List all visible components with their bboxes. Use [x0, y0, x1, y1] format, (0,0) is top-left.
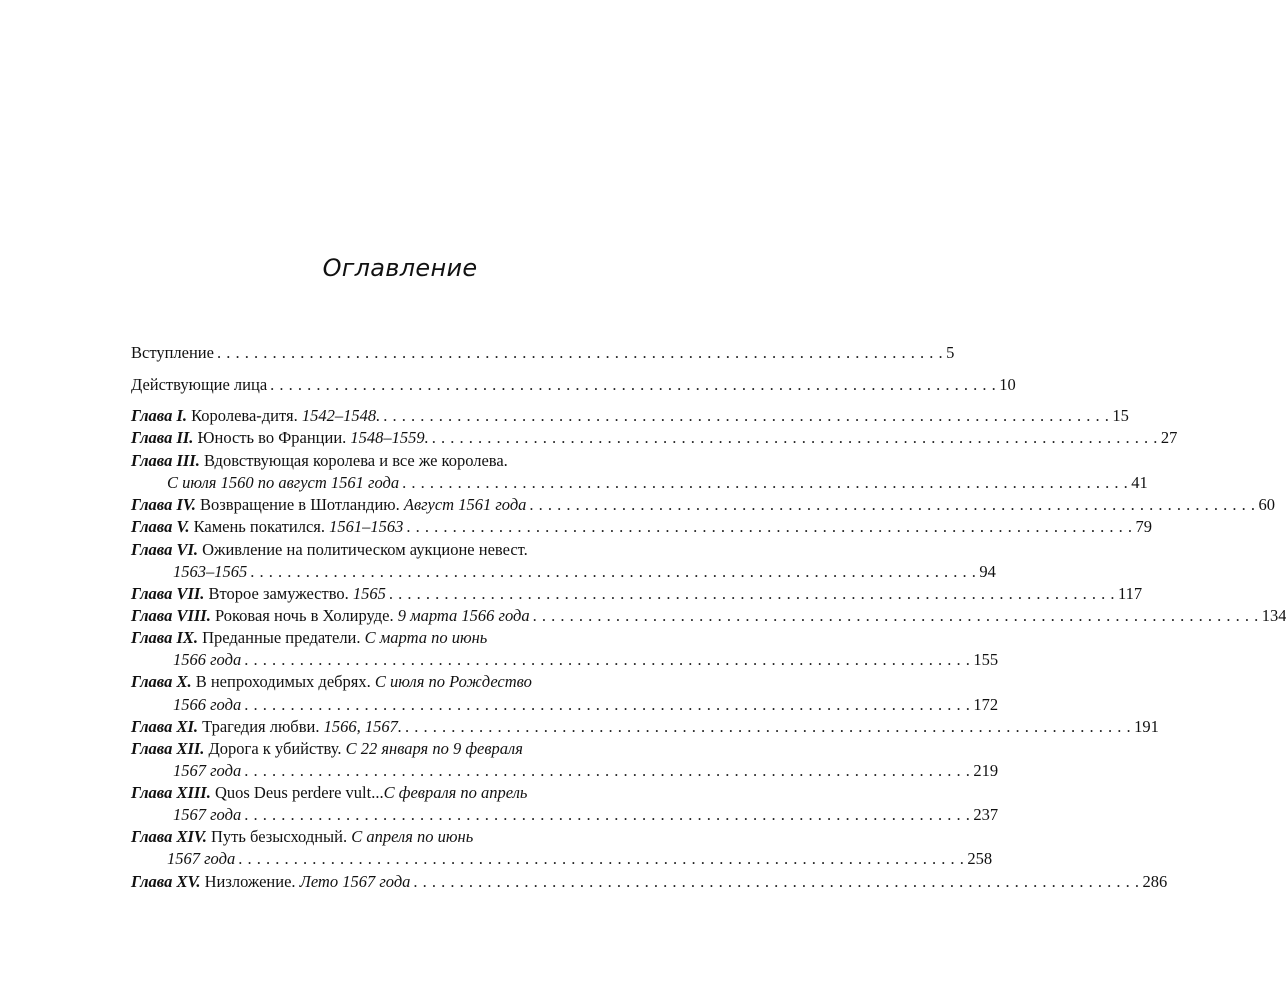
chapter-number: Глава XII. [131, 739, 205, 758]
chapter-number: Глава XIV. [131, 827, 207, 846]
chapter-title: Вдовствующая королева и все же королева. [203, 451, 508, 470]
chapter-dates: С июля 1560 по август 1561 года [167, 473, 400, 492]
toc-entry-chapter-12[interactable] [131, 739, 699, 759]
chapter-number: Глава I. [131, 406, 187, 425]
chapter-title: Второе замужество. [208, 584, 349, 603]
dot-leader: . . . . . . . . . . . . . . . . . . . . . . . . . . . . . . . . . . . . . . . . . . . . . . . . . . . . . . . . . . . . . . . . . . . . . . . . . . . . . . . [216, 343, 944, 362]
chapter-dates: 1563–1565 [173, 562, 248, 581]
toc-entry-chapter-3-continuation[interactable] [131, 473, 1148, 493]
chapter-number: Глава X. [131, 672, 192, 691]
toc-page-number: 10 [999, 375, 1016, 394]
chapter-number: Глава II. [131, 428, 194, 447]
chapter-dates: 1566 года [173, 695, 242, 714]
chapter-title: В непроходимых дебрях. [195, 672, 371, 691]
toc-entry-chapter-5[interactable] [131, 517, 1152, 537]
page-title: Оглавление [322, 254, 478, 282]
toc-page-number: 94 [979, 562, 996, 581]
chapter-dates: 1565 [352, 584, 386, 603]
dot-leader: . . . . . . . . . . . . . . . . . . . . . . . . . . . . . . . . . . . . . . . . . . . . . . . . . . . . . . . . . . . . . . . . . . . . . . . . . . . . . . . [529, 495, 1256, 514]
toc-page-number: 41 [1131, 473, 1148, 492]
toc-entry-chapter-14-continuation[interactable] [131, 849, 993, 869]
toc-entry-chapter-10-continuation[interactable] [131, 695, 999, 715]
dot-leader: . . . . . . . . . . . . . . . . . . . . . . . . . . . . . . . . . . . . . . . . . . . . . . . . . . . . . . . . . . . . . . . . . . . . . . . . . . . . . . . [244, 650, 971, 669]
chapter-number: Глава VII. [131, 584, 205, 603]
chapter-title: Юность во Франции. [197, 428, 347, 447]
toc-page-number: 60 [1258, 495, 1276, 514]
toc-entry-chapter-15[interactable] [131, 872, 1168, 892]
toc-entry-chapter-3[interactable] [131, 451, 699, 471]
chapter-dates: С 22 января по 9 февраля [345, 739, 523, 758]
dot-leader: . . . . . . . . . . . . . . . . . . . . . . . . . . . . . . . . . . . . . . . . . . . . . . . . . . . . . . . . . . . . . . . . . . . . . . . . . . . . . . . [388, 584, 1116, 603]
chapter-dates: 1542–1548. [301, 406, 381, 425]
chapter-number: Глава XIII. [131, 783, 211, 802]
toc-entry-chapter-9-continuation[interactable] [131, 650, 999, 670]
chapter-title: Низложение. [204, 872, 296, 891]
toc-entry-chapter-7[interactable] [131, 584, 1143, 604]
toc-page-number: 191 [1134, 717, 1159, 736]
dot-leader: . . . . . . . . . . . . . . . . . . . . . . . . . . . . . . . . . . . . . . . . . . . . . . . . . . . . . . . . . . . . . . . . . . . . . . . . . . . . . . . [413, 872, 1140, 891]
dot-leader: . . . . . . . . . . . . . . . . . . . . . . . . . . . . . . . . . . . . . . . . . . . . . . . . . . . . . . . . . . . . . . . . . . . . . . . . . . . . . . . [250, 562, 977, 581]
dot-leader: . . . . . . . . . . . . . . . . . . . . . . . . . . . . . . . . . . . . . . . . . . . . . . . . . . . . . . . . . . . . . . . . . . . . . . . . . . . . . . . [244, 695, 971, 714]
toc-entry-chapter-4[interactable] [131, 495, 1276, 515]
dot-leader: . . . . . . . . . . . . . . . . . . . . . . . . . . . . . . . . . . . . . . . . . . . . . . . . . . . . . . . . . . . . . . . . . . . . . . . . . . . . . . . [244, 805, 971, 824]
dot-leader: . . . . . . . . . . . . . . . . . . . . . . . . . . . . . . . . . . . . . . . . . . . . . . . . . . . . . . . . . . . . . . . . . . . . . . . . . . . . . . . [402, 473, 1129, 492]
toc-page-number: 286 [1142, 872, 1168, 891]
toc-entry-chapter-2[interactable] [131, 428, 1178, 448]
chapter-title: Путь безысходный. [211, 827, 348, 846]
chapter-dates: 1567 года [167, 849, 236, 868]
chapter-title: Дорога к убийству. [208, 739, 342, 758]
toc-page-number: 237 [973, 805, 999, 824]
dot-leader: . . . . . . . . . . . . . . . . . . . . . . . . . . . . . . . . . . . . . . . . . . . . . . . . . . . . . . . . . . . . . . . . . . . . . . . . . . . . . . . [244, 761, 971, 780]
chapter-number: Глава VI. [131, 540, 198, 559]
chapter-title: Роковая ночь в Холируде. [214, 606, 394, 625]
toc-entry-chapter-1[interactable] [131, 406, 1129, 426]
chapter-dates: 1566 года [173, 650, 242, 669]
toc-entry-introduction[interactable] [131, 343, 955, 363]
toc-entry-chapter-10[interactable] [131, 672, 699, 692]
toc-page-number: 79 [1135, 517, 1152, 536]
chapter-dates: С февраля по апрель [383, 783, 528, 802]
chapter-dates: 1567 года [173, 805, 242, 824]
toc-page-number: 172 [973, 695, 999, 714]
toc-entry-chapter-9[interactable] [131, 628, 699, 648]
chapter-number: Глава IV. [131, 495, 196, 514]
toc-entry-chapter-12-continuation[interactable] [131, 761, 999, 781]
chapter-dates: 1561–1563 [329, 517, 404, 536]
toc-page-number: 134 [1261, 606, 1286, 625]
chapter-number: Глава XI. [131, 717, 198, 736]
chapter-title: Возвращение в Шотландию. [200, 495, 400, 514]
chapter-number: Глава III. [131, 451, 200, 470]
chapter-dates: 9 марта 1566 года [397, 606, 530, 625]
dot-leader: . . . . . . . . . . . . . . . . . . . . . . . . . . . . . . . . . . . . . . . . . . . . . . . . . . . . . . . . . . . . . . . . . . . . . . . . . . . . . . . [270, 375, 997, 394]
chapter-title: Трагедия любви. [202, 717, 320, 736]
dot-leader: . . . . . . . . . . . . . . . . . . . . . . . . . . . . . . . . . . . . . . . . . . . . . . . . . . . . . . . . . . . . . . . . . . . . . . . . . . . . . . . [431, 428, 1158, 447]
chapter-dates: С июля по Рождество [374, 672, 532, 691]
toc-entry-label: Действующие лица [131, 375, 268, 394]
chapter-number: Глава V. [131, 517, 190, 536]
chapter-title: Оживление на политическом аукционе невест. [202, 540, 528, 559]
chapter-title: Камень покатился. [193, 517, 325, 536]
toc-entry-label: Вступление [131, 343, 214, 362]
toc-page-number: 155 [973, 650, 999, 669]
chapter-number: Глава XV. [131, 872, 201, 891]
toc-entry-chapter-14[interactable] [131, 827, 699, 847]
chapter-dates: 1548–1559. [350, 428, 429, 447]
chapter-dates: С апреля по июнь [351, 827, 474, 846]
chapter-title: Quos Deus perdere vult... [214, 783, 384, 802]
chapter-dates: Лето 1567 года [299, 872, 411, 891]
chapter-title: Королева-дитя. [191, 406, 298, 425]
toc-page-number: 15 [1112, 406, 1129, 425]
toc-entry-chapter-13[interactable] [131, 783, 699, 803]
chapter-title: Преданные предатели. [202, 628, 361, 647]
chapter-number: Глава IX. [131, 628, 198, 647]
toc-entry-characters[interactable] [131, 375, 1016, 395]
toc-page-number: 5 [946, 343, 955, 362]
dot-leader: . . . . . . . . . . . . . . . . . . . . . . . . . . . . . . . . . . . . . . . . . . . . . . . . . . . . . . . . . . . . . . . . . . . . . . . . . . . . . . . [404, 717, 1132, 736]
chapter-dates: 1567 года [173, 761, 242, 780]
toc-entry-chapter-11[interactable] [131, 717, 1159, 737]
chapter-dates: Август 1561 года [403, 495, 527, 514]
toc-entry-chapter-6[interactable] [131, 540, 699, 560]
toc-entry-chapter-13-continuation[interactable] [131, 805, 999, 825]
chapter-number: Глава VIII. [131, 606, 211, 625]
toc-page-number: 117 [1118, 584, 1143, 603]
toc-page-number: 27 [1160, 428, 1178, 447]
dot-leader: . . . . . . . . . . . . . . . . . . . . . . . . . . . . . . . . . . . . . . . . . . . . . . . . . . . . . . . . . . . . . . . . . . . . . . . . . . . . . . . [532, 606, 1259, 625]
dot-leader: . . . . . . . . . . . . . . . . . . . . . . . . . . . . . . . . . . . . . . . . . . . . . . . . . . . . . . . . . . . . . . . . . . . . . . . . . . . . . . . [406, 517, 1133, 536]
dot-leader: . . . . . . . . . . . . . . . . . . . . . . . . . . . . . . . . . . . . . . . . . . . . . . . . . . . . . . . . . . . . . . . . . . . . . . . . . . . . . . . [383, 406, 1110, 425]
chapter-dates: С марта по июнь [364, 628, 488, 647]
toc-entry-chapter-8[interactable] [131, 606, 1286, 626]
chapter-dates: 1566, 1567. [323, 717, 402, 736]
toc-page-number: 258 [967, 849, 993, 868]
dot-leader: . . . . . . . . . . . . . . . . . . . . . . . . . . . . . . . . . . . . . . . . . . . . . . . . . . . . . . . . . . . . . . . . . . . . . . . . . . . . . . . [238, 849, 965, 868]
toc-entry-chapter-6-continuation[interactable] [131, 562, 996, 582]
toc-page-number: 219 [973, 761, 999, 780]
